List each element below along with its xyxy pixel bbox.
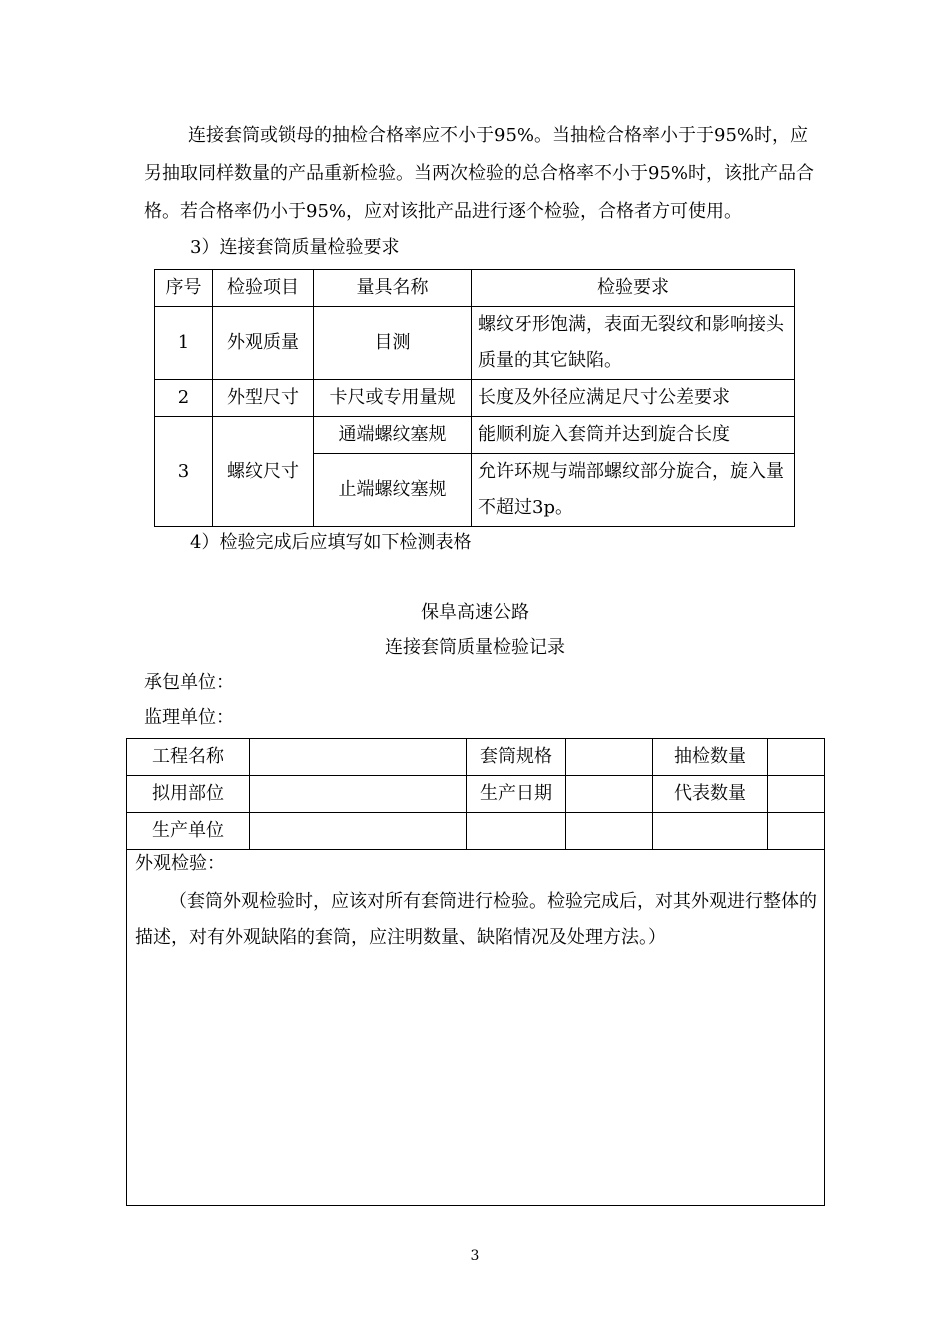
row-item: 外观质量 (213, 307, 314, 380)
value-project[interactable] (250, 739, 467, 776)
row-tool: 目测 (314, 307, 472, 380)
header-requirement: 检验要求 (472, 270, 795, 307)
label-project: 工程名称 (127, 739, 250, 776)
empty-cell (768, 813, 825, 850)
header-no: 序号 (155, 270, 213, 307)
row-tool: 卡尺或专用量规 (314, 380, 472, 417)
table-row (127, 739, 825, 776)
header-tool: 量具名称 (314, 270, 472, 307)
requirement-table (154, 269, 795, 527)
value-rep-qty[interactable] (768, 776, 825, 813)
table-row (155, 380, 795, 417)
empty-cell (653, 813, 768, 850)
row-no: 1 (155, 307, 213, 380)
record-info-table (126, 738, 825, 850)
row-no: 3 (155, 417, 213, 527)
row-requirement: 能顺利旋入套筒并达到旋合长度 (472, 417, 795, 454)
record-title-line2: 连接套筒质量检验记录 (385, 637, 565, 658)
empty-cell (566, 813, 653, 850)
value-sample-qty[interactable] (768, 739, 825, 776)
row-no: 2 (155, 380, 213, 417)
section-heading-3: 3）连接套筒质量检验要求 (190, 237, 400, 258)
visual-inspection-box[interactable] (126, 848, 825, 1206)
label-spec: 套筒规格 (467, 739, 566, 776)
table-row (155, 417, 795, 454)
value-date[interactable] (566, 776, 653, 813)
value-manufacturer[interactable] (250, 813, 467, 850)
value-location[interactable] (250, 776, 467, 813)
contractor-label: 承包单位： (144, 672, 234, 693)
label-rep-qty: 代表数量 (653, 776, 768, 813)
table-row (155, 307, 795, 380)
record-title-line1: 保阜高速公路 (421, 602, 529, 623)
table-row (127, 813, 825, 850)
visual-inspection-description: （套筒外观检验时，应该对所有套筒进行检验。检验完成后，对其外观进行整体的描述，对有外观缺陷的套筒，应注明数量、缺陷情况及处理方法。） (135, 891, 817, 948)
label-manufacturer: 生产单位 (127, 813, 250, 850)
header-item: 检验项目 (213, 270, 314, 307)
row-tool: 通端螺纹塞规 (314, 417, 472, 454)
section-heading-4: 4）检验完成后应填写如下检测表格 (190, 532, 472, 553)
row-requirement: 允许环规与端部螺纹部分旋合，旋入量不超过3p。 (472, 454, 795, 527)
value-spec[interactable] (566, 739, 653, 776)
table-row (127, 776, 825, 813)
visual-inspection-label: 外观检验： (135, 853, 225, 874)
row-item: 外型尺寸 (213, 380, 314, 417)
label-date: 生产日期 (467, 776, 566, 813)
row-tool: 止端螺纹塞规 (314, 454, 472, 527)
row-requirement: 长度及外径应满足尺寸公差要求 (472, 380, 795, 417)
empty-cell (467, 813, 566, 850)
intro-paragraph: 连接套筒或锁母的抽检合格率应不小于95%。当抽检合格率小于于95%时，应另抽取同样数量的产品重新检验。当两次检验的总合格率不小于95%时，该批产品合格。若合格率仍小于95%，应对该批产品进行逐个检验，合格者方可使用。 (144, 125, 815, 222)
page-number: 3 (470, 1248, 480, 1264)
row-requirement: 螺纹牙形饱满，表面无裂纹和影响接头质量的其它缺陷。 (472, 307, 795, 380)
label-location: 拟用部位 (127, 776, 250, 813)
label-sample-qty: 抽检数量 (653, 739, 768, 776)
table-header-row (155, 270, 795, 307)
supervisor-label: 监理单位： (144, 707, 234, 728)
row-item: 螺纹尺寸 (213, 417, 314, 527)
